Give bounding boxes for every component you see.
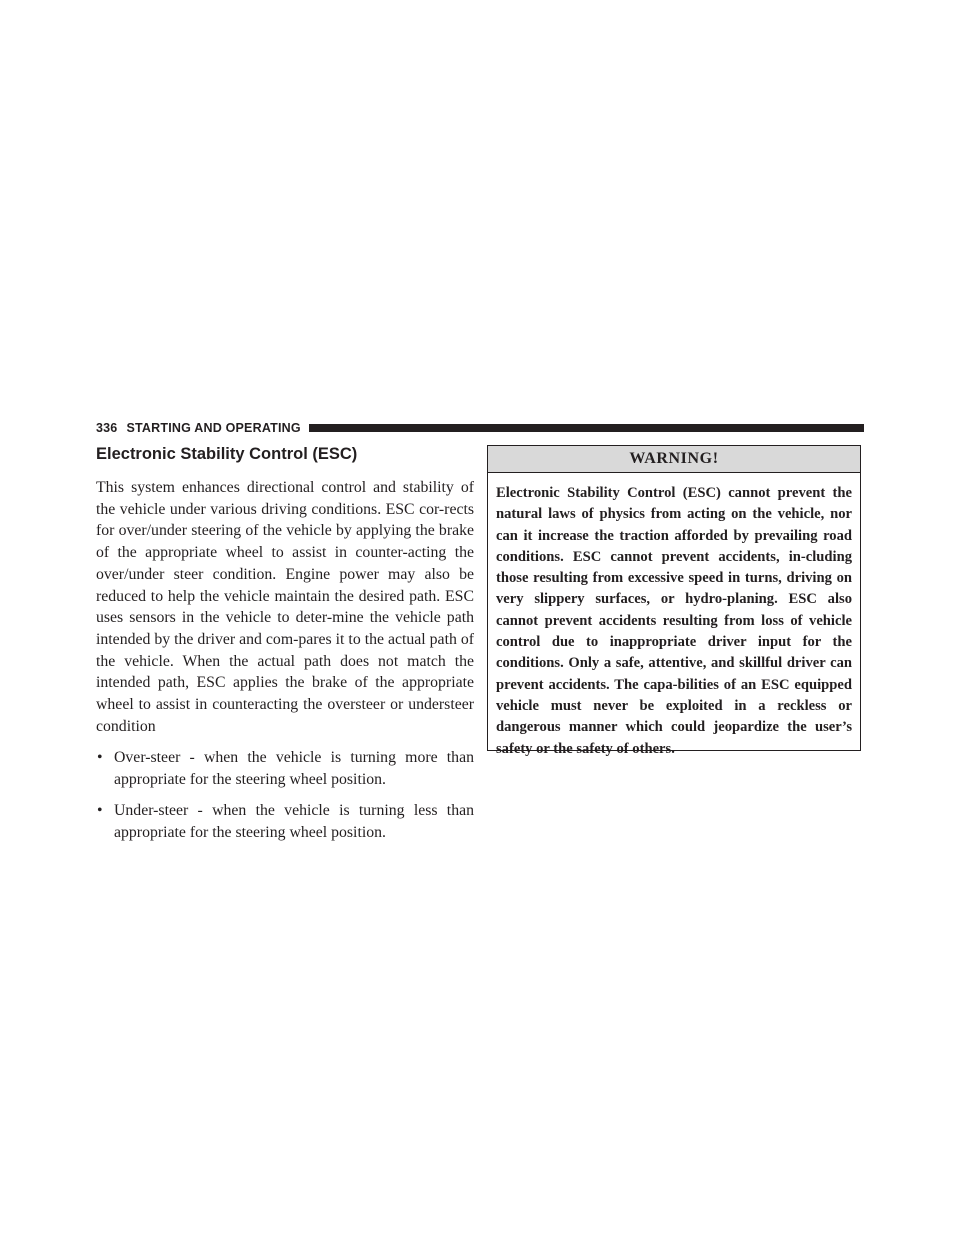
bullet-icon: • <box>97 801 103 819</box>
page-number: 336 <box>96 421 118 435</box>
list-item <box>96 800 474 843</box>
warning-title-bar <box>488 446 860 473</box>
list-item-text: Over-steer - when the vehicle is turning more than appropriate for the steering wheel position. <box>114 749 474 789</box>
header-rule <box>309 424 864 432</box>
section-heading: Electronic Stability Control (ESC) <box>96 445 358 463</box>
bullet-list <box>96 747 474 843</box>
warning-text: Electronic Stability Control (ESC) cannot prevent the natural laws of physics from acting on the vehicle, nor can it increase the traction afforded by prevailing road conditions. ESC cannot prevent accidents, in-cluding those resulting from excessive speed in turns, driving on very slippery surfaces, or hydro-planing. ESC also cannot prevent accidents resulting from loss of vehicle control due to inappropriate driver input for the conditions. Only a safe, attentive, and skillful driver can prevent accidents. The capa-bilities of an ESC equipped vehicle must never be exploited in a reckless or dangerous manner which could jeopardize the user’s safety or the safety of others. <box>496 485 852 757</box>
warning-box <box>487 445 861 757</box>
list-item-text: Under-steer - when the vehicle is turning less than appropriate for the steering wheel position. <box>114 801 474 841</box>
left-column <box>96 443 474 852</box>
bullet-icon: • <box>97 749 103 767</box>
list-item <box>96 747 474 790</box>
section-name: STARTING AND OPERATING <box>126 421 301 435</box>
running-header <box>96 418 864 438</box>
body-paragraph: This system enhances directional control and stability of the vehicle under various driving conditions. ESC cor-rects for over/under steering of the vehicle by applying the brake of the appropriate wheel to assist in counter-acting the over/under steer condition. Engine power may also be reduced to help the vehicle maintain the desired path. ESC uses sensors in the vehicle to deter-mine the vehicle path intended by the driver and com-pares it to the actual path of the vehicle. When the actual path does not match the intended path, ESC applies the brake of the appropriate wheel to assist in counteracting the oversteer or understeer condition <box>96 479 474 735</box>
warning-title: WARNING! <box>629 450 719 467</box>
